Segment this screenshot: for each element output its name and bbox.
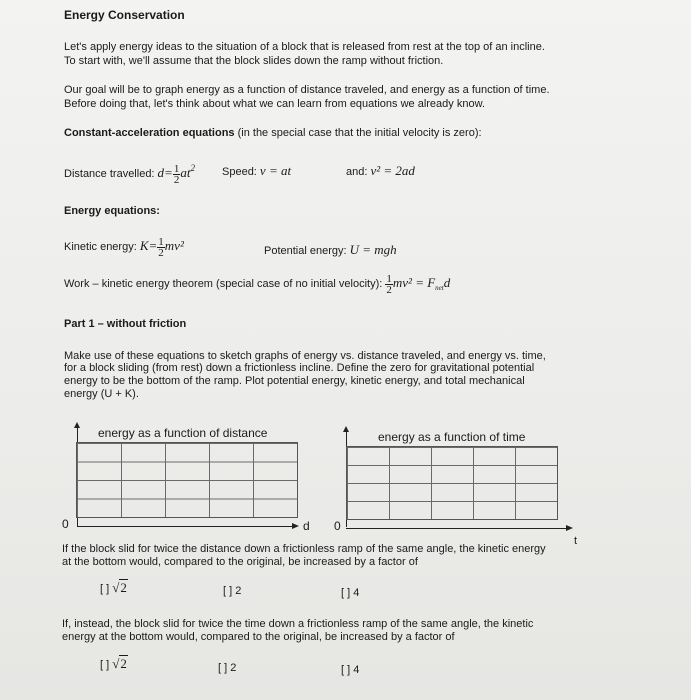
kinematics-heading-note: (in the special case that the initial velocity is zero): bbox=[234, 127, 482, 139]
part1-text: energy to be the bottom of the ramp. Plot potential energy, kinetic energy, and total mechanical bbox=[64, 375, 525, 387]
distance-graph-grid[interactable] bbox=[76, 442, 298, 518]
page-title: Energy Conservation bbox=[64, 8, 185, 22]
origin-label: 0 bbox=[62, 517, 69, 531]
q2-option-2[interactable]: [ ] 2 bbox=[218, 662, 237, 674]
work-energy-equation bbox=[64, 273, 450, 298]
equals-sign: = bbox=[164, 165, 173, 180]
part1-text: Make use of these equations to sketch graphs of energy vs. distance traveled, and energy vs. time, bbox=[64, 350, 546, 362]
time-graph-grid[interactable] bbox=[346, 446, 558, 520]
work-d: d bbox=[443, 275, 451, 290]
intro-text: Our goal will be to graph energy as a function of distance traveled, and energy as a function of time. bbox=[64, 84, 550, 96]
q1-option-root2[interactable] bbox=[100, 580, 128, 596]
equals-sign: = bbox=[148, 238, 158, 253]
part1-text: energy (U + K). bbox=[64, 388, 139, 400]
work-label: Work – kinetic energy theorem (special case of no initial velocity): bbox=[64, 278, 386, 290]
intro-text: Let's apply energy ideas to the situation of a block that is released from rest at the top of an incline. bbox=[64, 41, 545, 53]
question2-text: If, instead, the block slid for twice the time down a frictionless ramp of the same angle, the kinetic bbox=[62, 618, 534, 630]
x-axis-label: d bbox=[303, 519, 310, 533]
work-subscript: net bbox=[435, 284, 444, 292]
speed-eq: v = at bbox=[259, 163, 292, 178]
origin-label: 0 bbox=[334, 519, 341, 533]
intro-text: To start with, we'll assume that the block slides down the ramp without friction. bbox=[64, 55, 444, 67]
kinematics-heading-bold: Constant-acceleration equations bbox=[64, 127, 235, 139]
energy-heading: Energy equations: bbox=[64, 205, 160, 217]
pe-eq: U = mgh bbox=[349, 242, 397, 257]
half-fraction bbox=[157, 237, 165, 258]
and-label: and: bbox=[346, 166, 371, 178]
radicand: 2 bbox=[120, 580, 127, 595]
left-graph-title: energy as a function of distance bbox=[98, 426, 268, 440]
part1-text: for a block sliding (from rest) down a frictionless incline. Define the zero for gravitational potential bbox=[64, 362, 535, 374]
kinematics-heading bbox=[64, 127, 482, 140]
q1-option-2[interactable]: [ ] 2 bbox=[223, 585, 242, 597]
x-axis-label: t bbox=[574, 535, 578, 547]
sqrt-icon: √2 bbox=[112, 656, 127, 671]
x-axis bbox=[77, 526, 294, 527]
q1-option-4[interactable]: [ ] 4 bbox=[341, 587, 360, 599]
v-squared-equation bbox=[346, 164, 415, 179]
question2-text: energy at the bottom would, compared to the original, be increased by a factor of bbox=[62, 631, 455, 643]
half-denominator: 2 bbox=[158, 246, 164, 259]
ke-rhs: mv² bbox=[164, 238, 184, 253]
question1-text: If the block slid for twice the distance down a frictionless ramp of the same angle, the kinetic energy bbox=[62, 543, 546, 555]
pe-label: Potential energy: bbox=[264, 245, 350, 257]
work-rhs: mv² = F bbox=[392, 275, 436, 290]
part1-heading: Part 1 – without friction bbox=[64, 318, 187, 330]
question1-text: at the bottom would, compared to the original, be increased by a factor of bbox=[62, 556, 418, 568]
half-numerator: 1 bbox=[386, 272, 392, 285]
half-denominator: 2 bbox=[173, 173, 180, 186]
checkbox[interactable]: [ ] bbox=[100, 583, 110, 595]
distance-equation bbox=[64, 158, 195, 185]
half-denominator: 2 bbox=[386, 283, 392, 296]
radicand: 2 bbox=[120, 656, 127, 671]
v-squared-eq: v² = 2ad bbox=[370, 163, 415, 178]
kinetic-energy-equation bbox=[64, 236, 184, 258]
q2-option-4[interactable]: [ ] 4 bbox=[341, 664, 360, 676]
x-axis-arrow bbox=[566, 525, 573, 531]
speed-equation bbox=[222, 164, 291, 179]
intro-text: Before doing that, let's think about what we can learn from equations we already know. bbox=[64, 98, 485, 110]
half-numerator: 1 bbox=[158, 235, 164, 248]
checkbox[interactable]: [ ] bbox=[100, 659, 110, 671]
squared-exponent: 2 bbox=[190, 163, 195, 173]
distance-label: Distance travelled: bbox=[64, 168, 158, 180]
half-fraction bbox=[385, 274, 393, 295]
x-axis-arrow bbox=[292, 523, 299, 529]
potential-energy-equation bbox=[264, 243, 397, 258]
sqrt-icon: √2 bbox=[112, 580, 127, 595]
q2-option-root2[interactable] bbox=[100, 656, 128, 672]
distance-lhs: d bbox=[157, 165, 165, 180]
ke-lhs: K bbox=[139, 238, 149, 253]
right-graph-title: energy as a function of time bbox=[378, 430, 526, 444]
x-axis bbox=[346, 528, 568, 529]
ke-label: Kinetic energy: bbox=[64, 241, 140, 253]
speed-label: Speed: bbox=[222, 166, 260, 178]
half-numerator: 1 bbox=[173, 162, 180, 175]
distance-rhs: at bbox=[180, 165, 191, 180]
